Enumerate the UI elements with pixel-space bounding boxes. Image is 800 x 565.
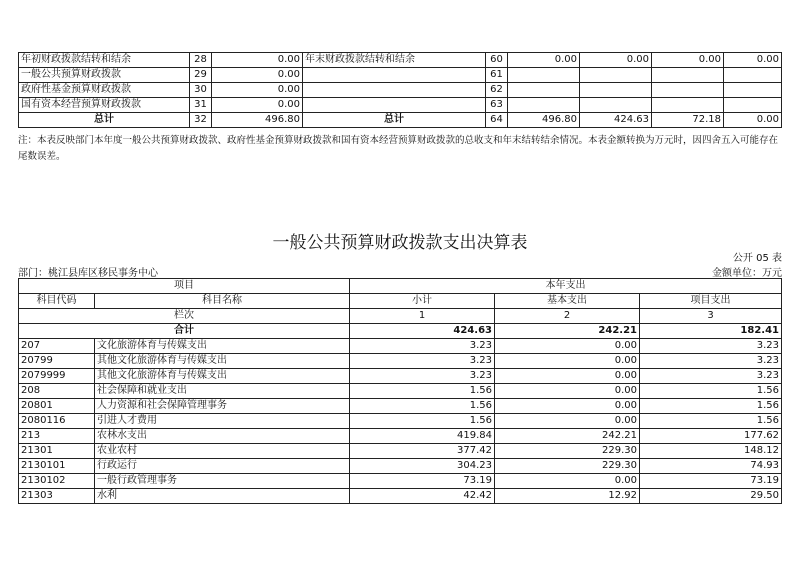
- basic-cell: 0.00: [495, 414, 640, 429]
- line-cell: 60: [486, 53, 508, 68]
- line-cell: 28: [190, 53, 212, 68]
- line-cell: 62: [486, 83, 508, 98]
- subtotal-cell: 1.56: [350, 414, 495, 429]
- code-cell: 213: [19, 429, 95, 444]
- unit-label: 金额单位：万元: [712, 268, 782, 279]
- col-no-3: 3: [640, 309, 782, 324]
- project-cell: 73.19: [640, 474, 782, 489]
- code-cell: 20799: [19, 354, 95, 369]
- project-cell: 1.56: [640, 414, 782, 429]
- table-row: [19, 98, 782, 113]
- value-cell: 0.00: [724, 53, 782, 68]
- basic-cell: 229.30: [495, 459, 640, 474]
- project-cell: 29.50: [640, 489, 782, 504]
- header-project: 项目: [19, 279, 350, 294]
- code-cell: 207: [19, 339, 95, 354]
- table-row: [19, 339, 782, 354]
- name-cell: 其他文化旅游体育与传媒支出: [95, 369, 350, 384]
- value-cell: [724, 68, 782, 83]
- code-cell: 2080116: [19, 414, 95, 429]
- line-cell: 31: [190, 98, 212, 113]
- value-cell: [580, 68, 652, 83]
- total-basic: 242.21: [495, 324, 640, 339]
- value-cell: 424.63: [580, 113, 652, 128]
- line-cell: 64: [486, 113, 508, 128]
- basic-cell: 0.00: [495, 354, 640, 369]
- item-cell: 政府性基金预算财政拨款: [19, 83, 190, 98]
- name-cell: 一般行政管理事务: [95, 474, 350, 489]
- header-column-no: 栏次: [19, 309, 350, 324]
- form-number: 公开 05 表: [732, 253, 782, 264]
- item-cell: [303, 83, 486, 98]
- table-row: [19, 53, 782, 68]
- subtotal-cell: 73.19: [350, 474, 495, 489]
- total-row: [19, 113, 782, 128]
- basic-cell: 229.30: [495, 444, 640, 459]
- name-cell: 农林水支出: [95, 429, 350, 444]
- subtotal-cell: 1.56: [350, 384, 495, 399]
- name-cell: 文化旅游体育与传媒支出: [95, 339, 350, 354]
- name-cell: 引进人才费用: [95, 414, 350, 429]
- value-cell: [652, 68, 724, 83]
- value-cell: [652, 98, 724, 113]
- code-cell: 2130101: [19, 459, 95, 474]
- amount-cell: 496.80: [212, 113, 303, 128]
- amount-cell: 0.00: [212, 98, 303, 113]
- subtotal-cell: 419.84: [350, 429, 495, 444]
- line-cell: 61: [486, 68, 508, 83]
- table-row: [19, 474, 782, 489]
- value-cell: [724, 98, 782, 113]
- value-cell: 0.00: [508, 53, 580, 68]
- name-cell: 行政运行: [95, 459, 350, 474]
- value-cell: 72.18: [652, 113, 724, 128]
- basic-cell: 0.00: [495, 399, 640, 414]
- value-cell: [652, 83, 724, 98]
- amount-cell: 0.00: [212, 83, 303, 98]
- table-row: [19, 414, 782, 429]
- subtotal-cell: 377.42: [350, 444, 495, 459]
- project-cell: 177.62: [640, 429, 782, 444]
- subtotal-cell: 3.23: [350, 369, 495, 384]
- line-cell: 30: [190, 83, 212, 98]
- header-subtotal: 小计: [350, 294, 495, 309]
- code-cell: 20801: [19, 399, 95, 414]
- value-cell: 496.80: [508, 113, 580, 128]
- subtotal-cell: 1.56: [350, 399, 495, 414]
- project-cell: 1.56: [640, 399, 782, 414]
- header-current-expense: 本年支出: [350, 279, 782, 294]
- table-row: [19, 68, 782, 83]
- carryover-table: [18, 52, 782, 128]
- item-cell: [303, 98, 486, 113]
- item-cell: 一般公共预算财政拨款: [19, 68, 190, 83]
- project-cell: 1.56: [640, 384, 782, 399]
- line-cell: 32: [190, 113, 212, 128]
- project-cell: 74.93: [640, 459, 782, 474]
- code-cell: 21303: [19, 489, 95, 504]
- basic-cell: 0.00: [495, 474, 640, 489]
- subtotal-cell: 304.23: [350, 459, 495, 474]
- header-project-expense: 项目支出: [640, 294, 782, 309]
- expenditure-table: [18, 278, 782, 504]
- item-cell: 年初财政拨款结转和结余: [19, 53, 190, 68]
- header-basic: 基本支出: [495, 294, 640, 309]
- subtotal-cell: 42.42: [350, 489, 495, 504]
- table-row: [19, 384, 782, 399]
- subtotal-cell: 3.23: [350, 354, 495, 369]
- total-label: 总计: [19, 113, 190, 128]
- value-cell: 0.00: [724, 113, 782, 128]
- project-cell: 3.23: [640, 339, 782, 354]
- code-cell: 2130102: [19, 474, 95, 489]
- name-cell: 农业农村: [95, 444, 350, 459]
- total-label: 合计: [19, 324, 350, 339]
- col-no-2: 2: [495, 309, 640, 324]
- total-project: 182.41: [640, 324, 782, 339]
- name-cell: 社会保障和就业支出: [95, 384, 350, 399]
- line-cell: 63: [486, 98, 508, 113]
- total-label: 总计: [303, 113, 486, 128]
- basic-cell: 0.00: [495, 384, 640, 399]
- value-cell: [724, 83, 782, 98]
- value-cell: 0.00: [580, 53, 652, 68]
- name-cell: 其他文化旅游体育与传媒支出: [95, 354, 350, 369]
- table-row: [19, 354, 782, 369]
- table-row: [19, 369, 782, 384]
- header-name: 科目名称: [95, 294, 350, 309]
- table-row: [19, 459, 782, 474]
- col-no-1: 1: [350, 309, 495, 324]
- subtotal-cell: 3.23: [350, 339, 495, 354]
- basic-cell: 0.00: [495, 369, 640, 384]
- project-cell: 148.12: [640, 444, 782, 459]
- value-cell: [580, 83, 652, 98]
- value-cell: [580, 98, 652, 113]
- basic-cell: 0.00: [495, 339, 640, 354]
- code-cell: 2079999: [19, 369, 95, 384]
- value-cell: [508, 98, 580, 113]
- basic-cell: 12.92: [495, 489, 640, 504]
- amount-cell: 0.00: [212, 53, 303, 68]
- code-cell: 21301: [19, 444, 95, 459]
- basic-cell: 242.21: [495, 429, 640, 444]
- table-row: [19, 489, 782, 504]
- table-row: [19, 399, 782, 414]
- department-label: 部门：桃江县库区移民事务中心: [18, 268, 158, 279]
- table-row: [19, 83, 782, 98]
- name-cell: 水利: [95, 489, 350, 504]
- item-cell: [303, 68, 486, 83]
- project-cell: 3.23: [640, 354, 782, 369]
- item-cell: 国有资本经营预算财政拨款: [19, 98, 190, 113]
- value-cell: 0.00: [652, 53, 724, 68]
- header-code: 科目代码: [19, 294, 95, 309]
- amount-cell: 0.00: [212, 68, 303, 83]
- name-cell: 人力资源和社会保障管理事务: [95, 399, 350, 414]
- line-cell: 29: [190, 68, 212, 83]
- value-cell: [508, 68, 580, 83]
- table-note: 注：本表反映部门本年度一般公共预算财政拨款、政府性基金预算财政拨款和国有资本经营预算财政拨款的总收支和年末结转结余情况。本表金额转换为万元时，因四舍五入可能存在尾数误差。: [18, 135, 779, 162]
- project-cell: 3.23: [640, 369, 782, 384]
- table-row: [19, 429, 782, 444]
- table-row: [19, 444, 782, 459]
- total-subtotal: 424.63: [350, 324, 495, 339]
- item-cell: 年末财政拨款结转和结余: [303, 53, 486, 68]
- code-cell: 208: [19, 384, 95, 399]
- page-title: 一般公共预算财政拨款支出决算表: [272, 233, 528, 253]
- value-cell: [508, 83, 580, 98]
